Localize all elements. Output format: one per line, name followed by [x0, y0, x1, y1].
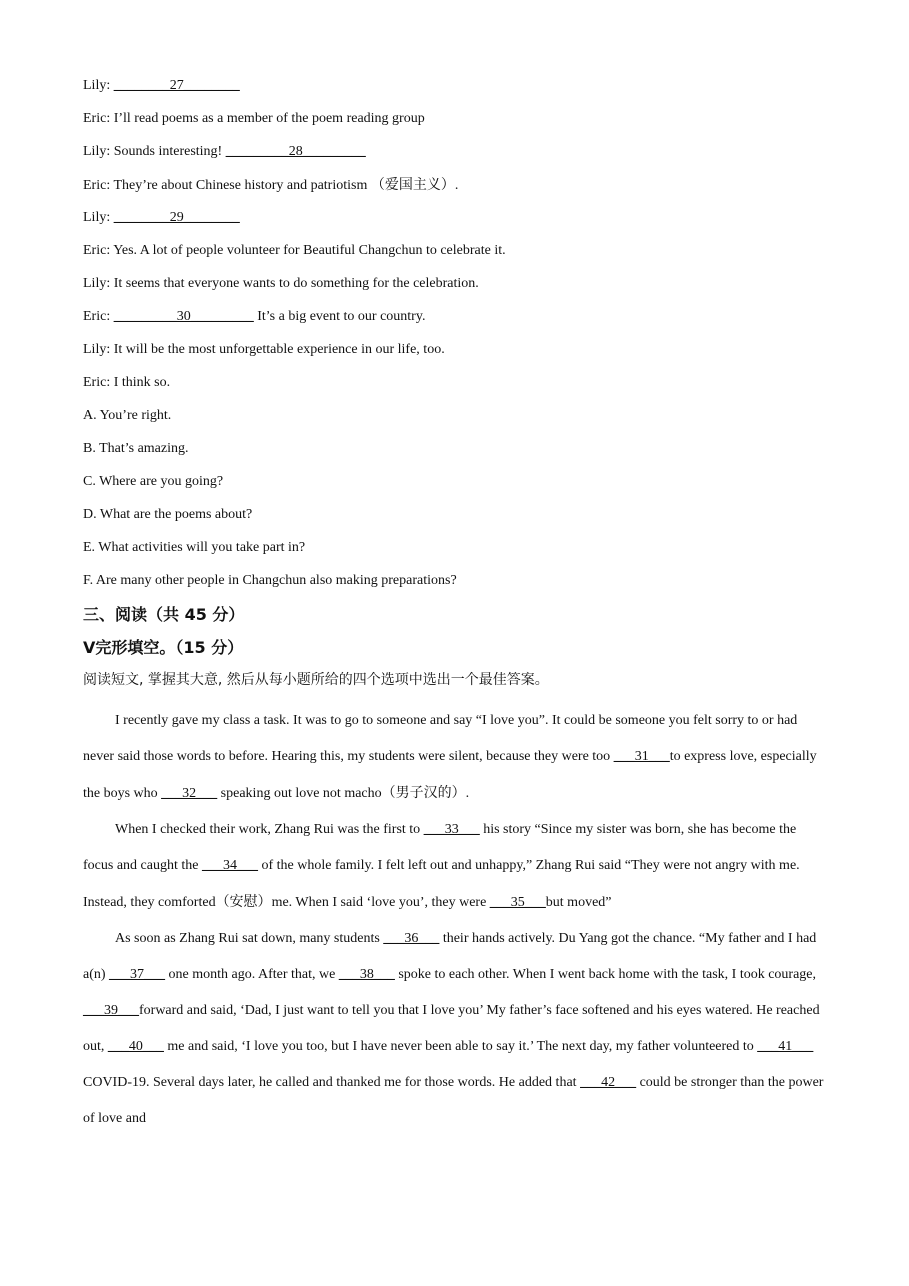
answer-blank-34: ___34___	[201, 858, 258, 873]
speaker-text: Lily: It will be the most unforgettable experience in our life, too.	[83, 342, 445, 357]
speaker-text: It’s a big event to our country.	[253, 309, 426, 324]
document-content	[83, 76, 828, 1137]
answer-blank-29: ________29________	[113, 210, 240, 225]
dialogue-line-9	[83, 340, 828, 360]
dialogue-line-6	[83, 241, 828, 261]
answer-blank-38: ___38___	[338, 967, 395, 982]
speaker-text: .	[454, 178, 459, 193]
dialogue-line-3	[83, 142, 828, 162]
answer-blank-36: ___36___	[383, 931, 440, 946]
dialogue-line-7	[83, 274, 828, 294]
speaker-text: Eric: Yes. A lot of people volunteer for Beautiful Changchun to celebrate it.	[83, 243, 506, 258]
answer-blank-35: ___35___	[489, 895, 546, 910]
answer-blank-39: ___39___	[83, 1003, 139, 1018]
speaker-text: Lily:	[83, 210, 114, 225]
chinese-gloss: （男子汉的）	[381, 785, 466, 801]
answer-blank-40: ___40___	[107, 1039, 164, 1054]
chinese-gloss: （爱国主义）	[370, 177, 455, 193]
option-c: C. Where are you going?	[83, 474, 224, 489]
speaker-text: Lily: It seems that everyone wants to do something for the celebration.	[83, 276, 479, 291]
answer-blank-30: _________30_________	[113, 309, 254, 324]
option-d: D. What are the poems about?	[83, 507, 253, 522]
passage-paragraph-3: As soon as Zhang Rui sat down, many students ___36___ their hands actively. Du Yang got the chance. “My father and I had a(n) ___37___ one month ago. After that, we ___38___ spoke to each other. When I went back home with the task, I took courage, ___39___forward and said, ‘Dad, I just want to tell you that I love you’ My father’s face softened and his eyes watered. He reached out, ___40___ me and said, ‘I love you too, but I have never been able to say it.’ The next day, my father volunteered to ___41___ COVID-19. Several days later, he called and thanked me for those words. He added that ___42___ could be stronger than the power of love and	[83, 931, 824, 1126]
answer-blank-28: _________28_________	[225, 144, 366, 159]
dialogue-line-1	[83, 76, 828, 96]
subsection-title: Ⅴ完形填空。（15 分）	[83, 638, 244, 657]
answer-blank-31: ___31___	[613, 749, 670, 764]
passage-paragraph-2: When I checked their work, Zhang Rui was the first to ___33___ his story “Since my sister was born, she has become the focus and caught the ___34___ of the whole family. I felt left out and unhappy,” Zhang Rui said “They were not angry with me. Instead, they comforted（安慰）me. When I said ‘love you’, they were ___35___but moved”	[83, 822, 800, 910]
passage-paragraph-1: I recently gave my class a task. It was to go to someone and say “I love you”. It could be someone you felt sorry to or had never said those words to before. Hearing this, my students were silent, because they were too ___31___to express love, especially the boys who ___32___ speaking out love not macho（男子汉的）.	[83, 713, 817, 801]
speaker-text: Lily:	[83, 78, 114, 93]
answer-blank-32: ___32___	[161, 786, 218, 801]
answer-blank-37: ___37___	[109, 967, 166, 982]
speaker-text: Eric: I think so.	[83, 375, 171, 390]
answer-blank-41: ___41___	[757, 1039, 814, 1054]
speaker-text: Eric:	[83, 309, 114, 324]
dialogue-line-5	[83, 208, 828, 228]
dialogue-line-2	[83, 109, 828, 129]
section-title: 三、阅读（共 45 分）	[83, 605, 245, 624]
speaker-text: Eric: I’ll read poems as a member of the poem reading group	[83, 111, 425, 126]
dialogue-line-8	[83, 307, 828, 327]
option-f: F. Are many other people in Changchun also making preparations?	[83, 573, 457, 588]
option-a: A. You’re right.	[83, 408, 172, 423]
answer-blank-27: ________27________	[113, 78, 240, 93]
instruction-text: 阅读短文, 掌握其大意, 然后从每小题所给的四个选项中选出一个最佳答案。	[83, 672, 549, 688]
speaker-text: Lily: Sounds interesting!	[83, 144, 226, 159]
dialogue-line-10	[83, 373, 828, 393]
answer-blank-33: ___33___	[423, 822, 480, 837]
answer-blank-42: ___42___	[580, 1075, 637, 1090]
dialogue-line-4	[83, 175, 828, 195]
option-b: B. That’s amazing.	[83, 441, 189, 456]
chinese-gloss: （安慰）	[215, 894, 272, 910]
speaker-text: Eric: They’re about Chinese history and patriotism	[83, 178, 371, 193]
option-e: E. What activities will you take part in?	[83, 540, 306, 555]
